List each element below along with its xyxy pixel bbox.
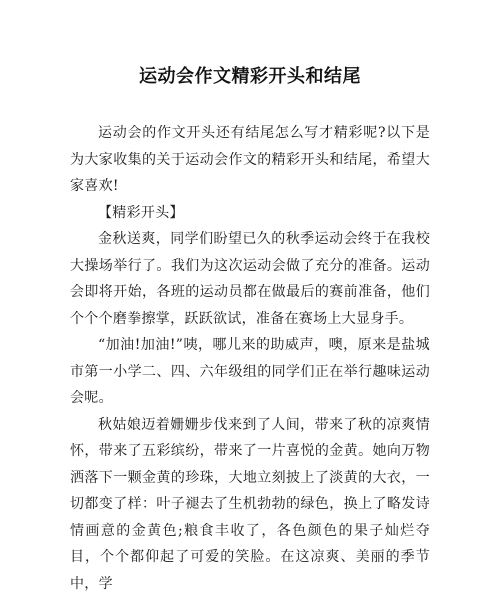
- page-title: 运动会作文精彩开头和结尾: [0, 62, 500, 88]
- body-paragraph: 秋姑娘迈着姗姗步伐来到了人间，带来了秋的凉爽情怀，带来了五彩缤纷，带来了一片喜悦的金黄。她向万物洒落下一颗金黄的珍珠，大地立刻披上了淡黄的大衣，一切都变了样：叶子褪去了生机勃勃的绿色，换上了略发诗情画意的金黄色;粮食丰收了，各色颜色的果子灿烂夺目，个个都仰起了可爱的笑脸。在这凉爽、美丽的季节中，学: [70, 412, 430, 597]
- body-paragraph: 金秋送爽，同学们盼望已久的秋季运动会终于在我校大操场举行了。我们为这次运动会做了充分的准备。运动会即将开始，各班的运动员都在做最后的赛前准备，他们个个个磨拳擦掌，跃跃欲试，准备在赛场上大显身手。: [70, 226, 430, 332]
- section-heading: 【精彩开头】: [70, 200, 430, 227]
- article-body: [70, 120, 430, 597]
- intro-paragraph: 运动会的作文开头还有结尾怎么写才精彩呢?以下是为大家收集的关于运动会作文的精彩开头和结尾，希望大家喜欢!: [70, 120, 430, 200]
- body-paragraph: “加油!加油!”咦，哪儿来的助威声，噢，原来是盐城市第一小学二、四、六年级组的同学们正在举行趣味运动会呢。: [70, 332, 430, 412]
